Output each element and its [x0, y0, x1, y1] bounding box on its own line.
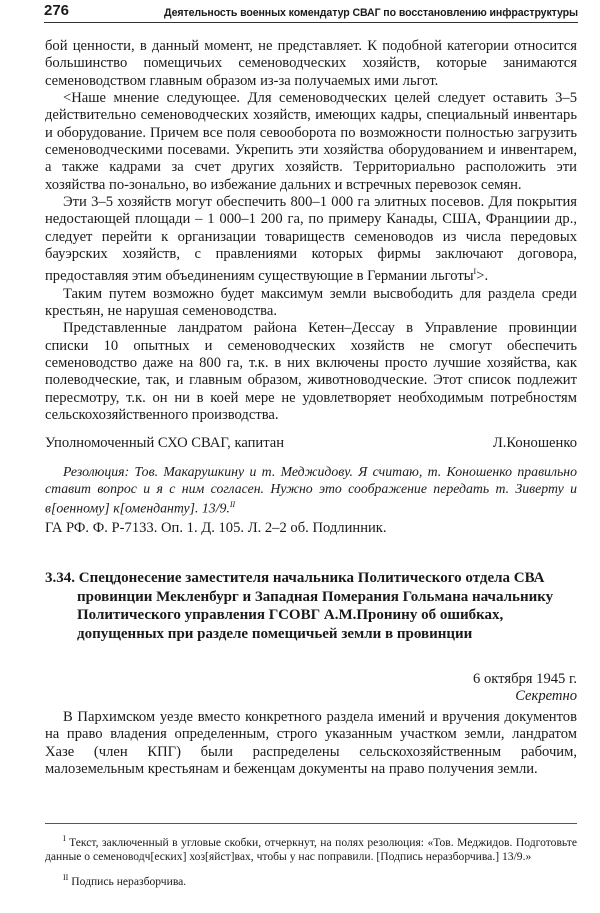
- signature-line: [45, 435, 577, 452]
- footnotes: [45, 832, 577, 889]
- footnote-mark: II: [63, 872, 69, 882]
- document-heading: 3.34. Спецдонесение заместителя начальника Политического отдела СВА провинции Мекленбург и Западная Померания Гольмана начальнику Политического управления ГСОВГ А.М.Пронину об ошибках, допущенных при разделе помещичьей земли в провинции: [45, 570, 554, 642]
- running-header: [44, 2, 578, 22]
- paragraph: Таким путем возможно будет максимум земли высвободить для раздела среди крестьян, не нарушая семеноводства.: [45, 285, 577, 320]
- footnote: [45, 832, 577, 865]
- paragraph-text: Эти 3–5 хозяйств могут обеспечить 800–1 000 га элитных посевов. Для покрытия недостающей площади – 1 000–1 200 га, по примеру Канады, США, Франциии др., следует перейти к организации товариществ семеноводов из числа передовых бауэрских хозяйств, с правлениями которых фирмы заключают договора, предоставляя этим объединениям существующие в Германии льготы: [45, 194, 577, 285]
- header-rule: [44, 22, 578, 23]
- document-body: В Пархимском уезде вместо конкретного раздела имений и вручения документов на право владения определенным, строго указанным участком земли, ландратом Хазе (член КПГ) были распределены сельскохозяйственным рабочим, малоземельным крестьянам и беженцам документы на право получения земли.: [45, 709, 577, 778]
- resolution-text: Резолюция: Тов. Макарушкину и т. Меджидову. Я считаю, т. Коношенко правильно ставит вопрос и я с ним согласен. Нужно это соображение передать т. Зиверту и в[оенному] к[оменданту]. 13/9.: [45, 464, 577, 517]
- footnote: [45, 871, 577, 889]
- paragraph: бой ценности, в данный момент, не представляет. К подобной категории относится большинство помещичьих семеноводческих хозяйств, которые занимаются семеноводством главным образом из-за получаемых ими льгот.: [45, 38, 577, 89]
- footnote-ref: II: [229, 500, 236, 510]
- letter-body: [45, 38, 577, 537]
- resolution: [45, 464, 577, 517]
- document-classification: Секретно: [515, 688, 577, 704]
- signer-position: Уполномоченный СХО СВАГ, капитан: [45, 435, 285, 452]
- bracket-close: >.: [476, 268, 489, 285]
- paragraph: <Наше мнение следующее. Для семеноводческих целей следует оставить 3–5 действительно семеноводческих хозяйств, имеющих кадры, специальный инвентарь и оборудование. Причем все поля севооборота по возможности полностью загрузить семеноводческими посевами. Укрепить эти хозяйства оборудованием и инвентарем, а также кадрами за счет других хозяйств. Территориально расположить эти хозяйства по-зонально, во избежание дальних и встречных перевозок семян.: [45, 90, 577, 193]
- page-number: 276: [44, 2, 70, 19]
- paragraph: [45, 194, 577, 286]
- paragraph: Представленные ландратом района Кетен–Дессау в Управление провинции списки 10 опытных и семеноводческих хозяйств не смогут обеспечить семеноводство даже на 800 га, т.к. в них включены просто лучшие хозяйства, как полеводческие, так, и главным образом, животноводческие. Этот список подлежит пересмотру, т.к. он ни в коей мере не удовлетворяет необходимым потребностям сельскохозяйственного производства.: [45, 320, 577, 424]
- footnote-ref: I: [473, 267, 477, 277]
- footnote-text: Текст, заключенный в угловые скобки, отчеркнут, на полях резолюция: «Тов. Меджидов. Подготовьте данные о семеноводч[еских] хоз[яйст]вах, чтобы у нас поправили. [Подпись неразборчива.] 13/9.»: [45, 835, 577, 864]
- footnote-mark: I: [63, 834, 66, 843]
- footnote-rule: [45, 823, 577, 824]
- running-title: Деятельность военных комендатур СВАГ по восстановлению инфраструктуры: [164, 7, 578, 19]
- footnote-text: Подпись неразборчива.: [71, 874, 187, 888]
- document-date: 6 октября 1945 г.: [473, 671, 577, 687]
- signer-name: Л.Коношенко: [492, 435, 577, 452]
- document-section: [45, 569, 577, 778]
- archive-reference: ГА РФ. Ф. Р-7133. Оп. 1. Д. 105. Л. 2–2 об. Подлинник.: [45, 519, 387, 536]
